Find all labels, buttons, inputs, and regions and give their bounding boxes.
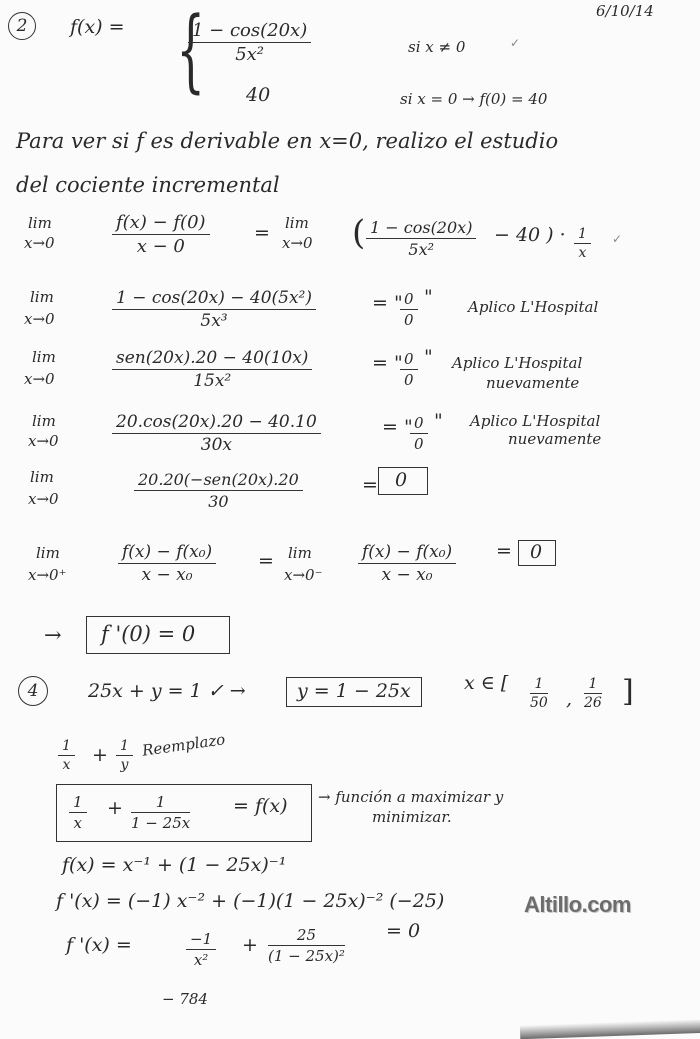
step4-denominator: 30x bbox=[200, 435, 232, 455]
one-over-x bbox=[574, 226, 591, 261]
lim-label: lim bbox=[32, 412, 56, 430]
conclusion-box bbox=[86, 616, 230, 654]
box-frac-a bbox=[69, 793, 87, 832]
reemplazo-note: Reemplazo bbox=[141, 730, 227, 760]
step3-numerator: sen(20x).20 − 40(10x) bbox=[112, 348, 312, 370]
domain-comma: , bbox=[566, 688, 573, 710]
box-b-den: 1 − 25x bbox=[131, 814, 191, 832]
step1-fraction bbox=[112, 212, 210, 257]
step2-fraction bbox=[112, 288, 316, 331]
lim-label: lim bbox=[30, 468, 54, 486]
problem-number-2: 2 bbox=[8, 12, 36, 40]
problem-number-4: 4 bbox=[18, 676, 48, 706]
open-paren: ( bbox=[352, 213, 366, 253]
nuevamente-note-2: nuevamente bbox=[508, 430, 602, 448]
domain-lower-den: 50 bbox=[530, 695, 548, 711]
domain-label: x ∈ [ bbox=[464, 672, 509, 694]
side-denominator: x − x₀ bbox=[381, 565, 433, 585]
step5-fraction bbox=[134, 470, 303, 511]
box-a-den: x bbox=[73, 814, 82, 832]
lim-sub: x→0 bbox=[24, 370, 55, 388]
lim-sub: x→0 bbox=[28, 490, 59, 508]
step2-numerator: 1 − cos(20x) − 40(5x²) bbox=[112, 288, 316, 310]
lim-label: lim bbox=[30, 288, 54, 306]
watermark: Altillo.com bbox=[524, 892, 631, 917]
indet-eq: = " bbox=[382, 416, 413, 438]
box-a-num: 1 bbox=[69, 793, 87, 813]
step1-rhs-numerator: 1 − cos(20x) bbox=[366, 218, 476, 239]
domain-upper bbox=[584, 676, 602, 711]
fp2-a-den: x² bbox=[193, 951, 209, 969]
fp2-frac-a bbox=[186, 930, 216, 969]
domain-close: ] bbox=[622, 674, 634, 709]
side-numerator: f(x) − f(x₀) bbox=[118, 542, 216, 564]
side-denominator: x − x₀ bbox=[141, 565, 193, 585]
step3-denominator: 15x² bbox=[193, 371, 232, 391]
indet-close: " bbox=[424, 286, 433, 308]
lim-label: lim bbox=[36, 544, 60, 562]
fp2-b-den: (1 − 25x)² bbox=[268, 947, 345, 965]
result-zero: 0 bbox=[530, 541, 543, 563]
bottom-note: − 784 bbox=[162, 990, 208, 1008]
reemplazo-a-num: 1 bbox=[58, 738, 75, 756]
reemplazo-frac-b bbox=[116, 738, 133, 773]
solved-y: y = 1 − 25x bbox=[297, 680, 411, 702]
zero: 0 bbox=[404, 371, 414, 389]
step3-fraction bbox=[112, 348, 312, 391]
fp2-plus: + bbox=[242, 934, 258, 956]
paper-edge-shadow bbox=[520, 1019, 700, 1039]
indeterminate-form bbox=[400, 350, 418, 389]
nuevamente-note: nuevamente bbox=[486, 374, 580, 392]
step4-numerator: 20.cos(20x).20 − 40.10 bbox=[112, 412, 321, 434]
case2-value: 40 bbox=[246, 84, 271, 106]
constraint-equation: 25x + y = 1 ✓ → bbox=[88, 680, 246, 702]
step1-denominator: x − 0 bbox=[136, 236, 185, 257]
side-numerator: f(x) − f(x₀) bbox=[358, 542, 456, 564]
lim-sub-plus: x→0⁺ bbox=[28, 566, 67, 584]
reemplazo-a-den: x bbox=[62, 757, 71, 773]
fp2-a-num: −1 bbox=[186, 930, 216, 950]
solved-y-box bbox=[286, 677, 422, 707]
box-plus: + bbox=[107, 797, 123, 819]
box-b-num: 1 bbox=[131, 793, 190, 813]
x: x bbox=[578, 245, 587, 261]
indet-close: " bbox=[434, 410, 443, 432]
one: 1 bbox=[574, 226, 591, 244]
domain-lower bbox=[530, 676, 548, 711]
check-mark: ✓ bbox=[612, 232, 623, 246]
step1-rhs-fraction bbox=[366, 218, 476, 259]
box-eq: = f(x) bbox=[233, 795, 288, 817]
zero: 0 bbox=[404, 311, 414, 329]
side-minus-fraction bbox=[358, 542, 456, 585]
box-frac-b bbox=[131, 793, 190, 832]
function-note-2: minimizar. bbox=[372, 808, 452, 826]
step2-denominator: 5x³ bbox=[200, 311, 228, 331]
reemplazo-b-num: 1 bbox=[116, 738, 133, 756]
result-box bbox=[378, 467, 428, 495]
result-box bbox=[518, 540, 556, 566]
lim-sub-minus: x→0⁻ bbox=[284, 566, 323, 584]
arrow: → bbox=[44, 623, 62, 647]
case2-condition: si x = 0 → f(0) = 40 bbox=[400, 90, 548, 108]
indet-close: " bbox=[424, 346, 433, 368]
step1-equals: = bbox=[254, 222, 270, 244]
indeterminate-form bbox=[400, 290, 418, 329]
f-derivative-lhs: f '(x) = bbox=[66, 934, 132, 956]
hospital-note-2: Aplico L'Hospital bbox=[452, 354, 583, 372]
explanation-line1: Para ver si f es derivable en x=0, realizo el estudio bbox=[16, 129, 559, 153]
function-label: f(x) = bbox=[70, 16, 125, 38]
step1-rhs-tail: − 40 ) · bbox=[494, 224, 566, 246]
domain-lower-num: 1 bbox=[530, 676, 548, 694]
hospital-note: Aplico L'Hospital bbox=[468, 298, 599, 316]
domain-upper-num: 1 bbox=[584, 676, 602, 694]
lim-sub: x→0 bbox=[24, 234, 55, 252]
step1-rhs-denominator: 5x² bbox=[408, 240, 435, 259]
function-note-1: → función a maximizar y bbox=[318, 788, 504, 806]
indeterminate-form bbox=[410, 414, 428, 453]
equals: = bbox=[258, 550, 274, 572]
conclusion: f '(0) = 0 bbox=[101, 622, 196, 646]
case1-denominator: 5x² bbox=[235, 44, 265, 65]
equals: = bbox=[496, 540, 512, 562]
check-mark: ✓ bbox=[510, 36, 521, 50]
case1-condition: si x ≠ 0 bbox=[408, 38, 466, 56]
result-zero: 0 bbox=[395, 469, 408, 491]
lim-label: lim bbox=[288, 544, 312, 562]
fp2-b-num: 25 bbox=[268, 926, 345, 946]
equals: = bbox=[362, 474, 378, 496]
lim-label: lim bbox=[32, 348, 56, 366]
step5-denominator: 30 bbox=[208, 492, 229, 511]
step1-numerator: f(x) − f(0) bbox=[112, 212, 210, 235]
fp2-frac-b bbox=[268, 926, 345, 965]
zero: 0 bbox=[400, 290, 418, 310]
explanation-line2: del cociente incremental bbox=[16, 173, 280, 197]
lim-sub: x→0 bbox=[282, 234, 313, 252]
function-box bbox=[56, 784, 312, 842]
domain-upper-den: 26 bbox=[584, 695, 602, 711]
lim-sub: x→0 bbox=[24, 310, 55, 328]
f-derivative: f '(x) = (−1) x⁻² + (−1)(1 − 25x)⁻² (−25) bbox=[56, 890, 445, 912]
date: 6/10/14 bbox=[596, 2, 654, 20]
zero: 0 bbox=[414, 435, 424, 453]
fp2-eq: = 0 bbox=[386, 920, 421, 942]
piecewise-brace: { bbox=[176, 0, 205, 103]
side-plus-fraction bbox=[118, 542, 216, 585]
piecewise-case1-fraction bbox=[188, 20, 311, 65]
step5-numerator: 20.20(−sen(20x).20 bbox=[134, 470, 303, 491]
f-definition: f(x) = x⁻¹ + (1 − 25x)⁻¹ bbox=[62, 854, 287, 876]
indet-eq: = " bbox=[372, 352, 403, 374]
zero: 0 bbox=[410, 414, 428, 434]
indet-eq: = " bbox=[372, 292, 403, 314]
case1-numerator: 1 − cos(20x) bbox=[188, 20, 311, 43]
lim-sub: x→0 bbox=[28, 432, 59, 450]
step4-fraction bbox=[112, 412, 321, 455]
lim-label: lim bbox=[285, 214, 309, 232]
reemplazo-frac-a bbox=[58, 738, 75, 773]
reemplazo-plus: + bbox=[92, 744, 108, 766]
hospital-note-3: Aplico L'Hospital bbox=[470, 412, 601, 430]
lim-label: lim bbox=[28, 214, 52, 232]
reemplazo-b-den: y bbox=[120, 757, 129, 773]
zero: 0 bbox=[400, 350, 418, 370]
